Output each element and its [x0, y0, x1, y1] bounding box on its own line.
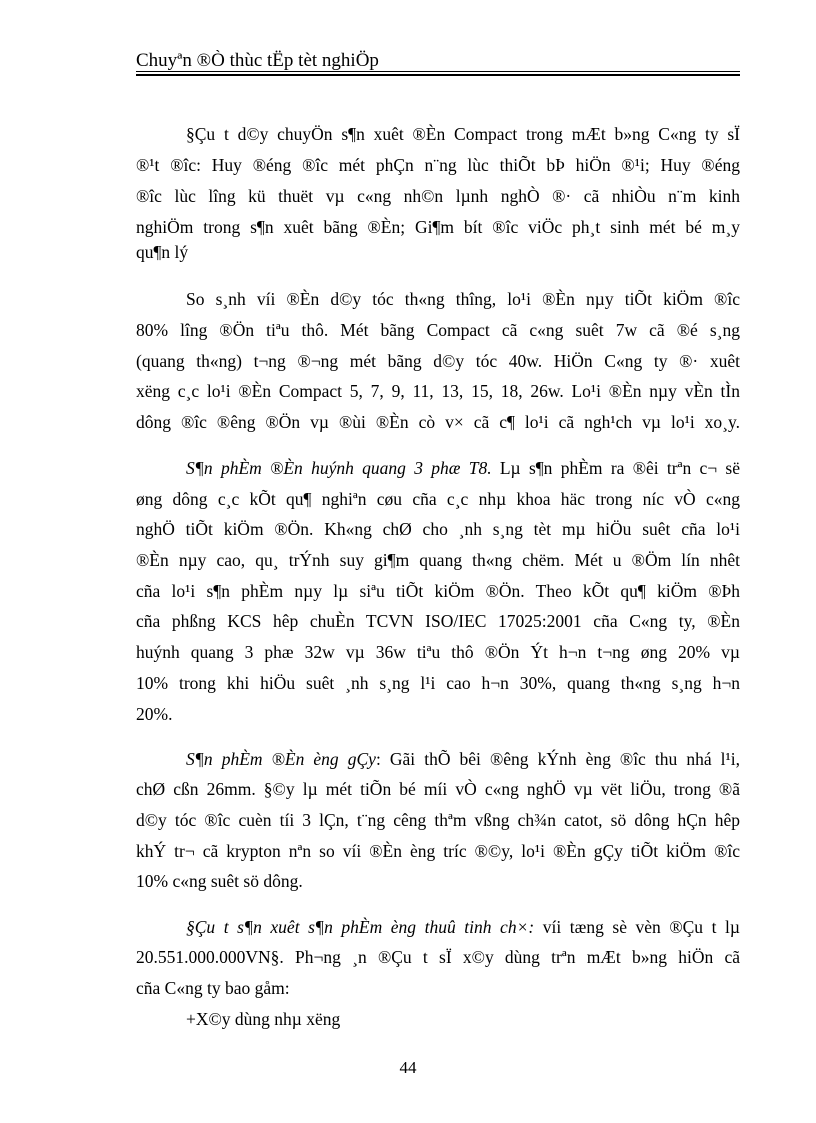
para-4-line-0-text: víi tæng sè vèn ®Çu t lµ: [534, 917, 740, 937]
para-3-lead: S¶n phÈm ®Èn èng gÇy: [186, 749, 376, 769]
header-title: Chuyªn ®Ò thùc tËp tèt nghiÖp: [136, 50, 379, 71]
para-2-line-7: 10% trong khi hiÖu suêt ¸nh s¸ng l¹i cao h¬n 30%, quang th«ng s¸ng h¬n: [136, 673, 740, 693]
para-4-line-0: [186, 914, 740, 940]
para-2-line-1: øng dông c¸c kÕt qu¶ nghiªn cøu cña c¸c nhµ khoa häc trong níc vÒ c«ng: [136, 489, 740, 509]
para-3-line-3: khÝ tr¬ cã krypton nªn so víi ®Èn èng tríc ®©y, lo¹i ®Èn gÇy tiÕt kiÖm ®îc: [136, 841, 740, 861]
para-1-line-3: xëng c¸c lo¹i ®Èn Compact 5, 7, 9, 11, 13, 15, 18, 26w. Lo¹i ®Èn nµy vÈn tÌn: [136, 381, 740, 401]
para-0-line-1: ®¹t ®îc: Huy ®éng ®îc mét phÇn n¨ng lùc thiÕt bÞ hiÖn ®¹i; Huy ®éng: [136, 155, 740, 175]
para-1-line-4: dông ®îc ®êng ®Ön vµ ®ùi ®Èn cò v× cã c¶ lo¹i cã ngh¹ch vµ lo¹i xo¸y.: [136, 412, 740, 432]
para-3-line-0-text: : Gãi thÕ bêi ®êng kÝnh èng ®îc thu nhá l¹i,: [375, 749, 740, 769]
para-4-line-2: cña C«ng ty bao gåm:: [136, 978, 290, 998]
para-3-line-2: d©y tóc ®îc cuèn tíi 3 lÇn, t¨ng cêng thªm vßng ch¾n catot, sö dông hÇn hêp: [136, 810, 740, 830]
para-2-line-4: cña lo¹i s¶n phÈm nµy lµ siªu tiÕt kiÖm ®Ön. Theo kÕt qu¶ kiÖm ®Þh: [136, 581, 740, 601]
para-3-line-0: [186, 746, 740, 772]
para-1-line-1: 80% lîng ®Ön tiªu thô. Mét bãng Compact cã c«ng suêt 7w cã ®é s¸ng: [136, 320, 740, 340]
header-rule-thin: [136, 71, 740, 72]
para-3-line-4: 10% c«ng suêt sö dông.: [136, 871, 303, 891]
para-0-line-4: qu¶n lý: [136, 242, 189, 262]
para-2-line-8: 20%.: [136, 704, 173, 724]
para-3-line-1: chØ cßn 26mm. §©y lµ mét tiÕn bé míi vÒ c«ng nghÖ vµ vët liÖu, trong ®ã: [136, 779, 740, 799]
para-0-line-0: §Çu t d©y chuyÖn s¶n xuêt ®Èn Compact trong mÆt b»ng C«ng ty sÏ: [186, 124, 740, 144]
para-5-line-0: +X©y dùng nhµ xëng: [186, 1009, 341, 1029]
para-2-lead: S¶n phÈm ®Èn huýnh quang 3 phæ T8.: [186, 458, 492, 478]
para-1-line-0: So s¸nh víi ®Èn d©y tóc th«ng thîng, lo¹i ®Èn nµy tiÕt kiÖm ®îc: [186, 289, 740, 309]
para-2-line-0: [186, 455, 740, 481]
para-2-line-2: nghÖ tiÕt kiÖm ®Ön. Kh«ng chØ cho ¸nh s¸ng tèt mµ hiÖu suêt cña lo¹i: [136, 519, 740, 539]
page-number: 44: [399, 1058, 417, 1077]
para-2-line-5: cña phßng KCS hêp chuÈn TCVN ISO/IEC 17025:2001 cña C«ng ty, ®Èn: [136, 611, 740, 631]
para-0-line-2: ®îc lùc lîng kü thuët vµ c«ng nh©n lµnh nghÒ ®· cã nhiÒu n¨m kinh: [136, 186, 740, 206]
para-2-line-6: huýnh quang 3 phæ 32w vµ 36w tiªu thô ®Ön Ýt h¬n t¬ng øng 20% vµ: [136, 642, 740, 662]
para-0-line-3: nghiÖm trong s¶n xuêt bãng ®Èn; Gi¶m bít ®îc viÖc ph¸t sinh mét bé m¸y: [136, 217, 740, 237]
para-2-line-0-text: Lµ s¶n phÈm ra ®êi trªn c¬ së: [491, 458, 740, 478]
header-rule-thick: [136, 74, 740, 76]
para-4-lead: §Çu t s¶n xuêt s¶n phÈm èng thuû tinh ch×:: [186, 917, 535, 937]
para-4-line-1: 20.551.000.000VN§. Ph¬ng ¸n ®Çu t sÏ x©y dùng trªn mÆt b»ng hiÖn cã: [136, 947, 740, 967]
para-2-line-3: ®Èn nµy cao, qu¸ trÝnh suy gi¶m quang th«ng chëm. Mét u ®Öm lín nhêt: [136, 550, 740, 570]
para-1-line-2: (quang th«ng) t¬ng ®¬ng mét bãng d©y tóc 40w. HiÖn C«ng ty ®· xuêt: [136, 351, 740, 371]
